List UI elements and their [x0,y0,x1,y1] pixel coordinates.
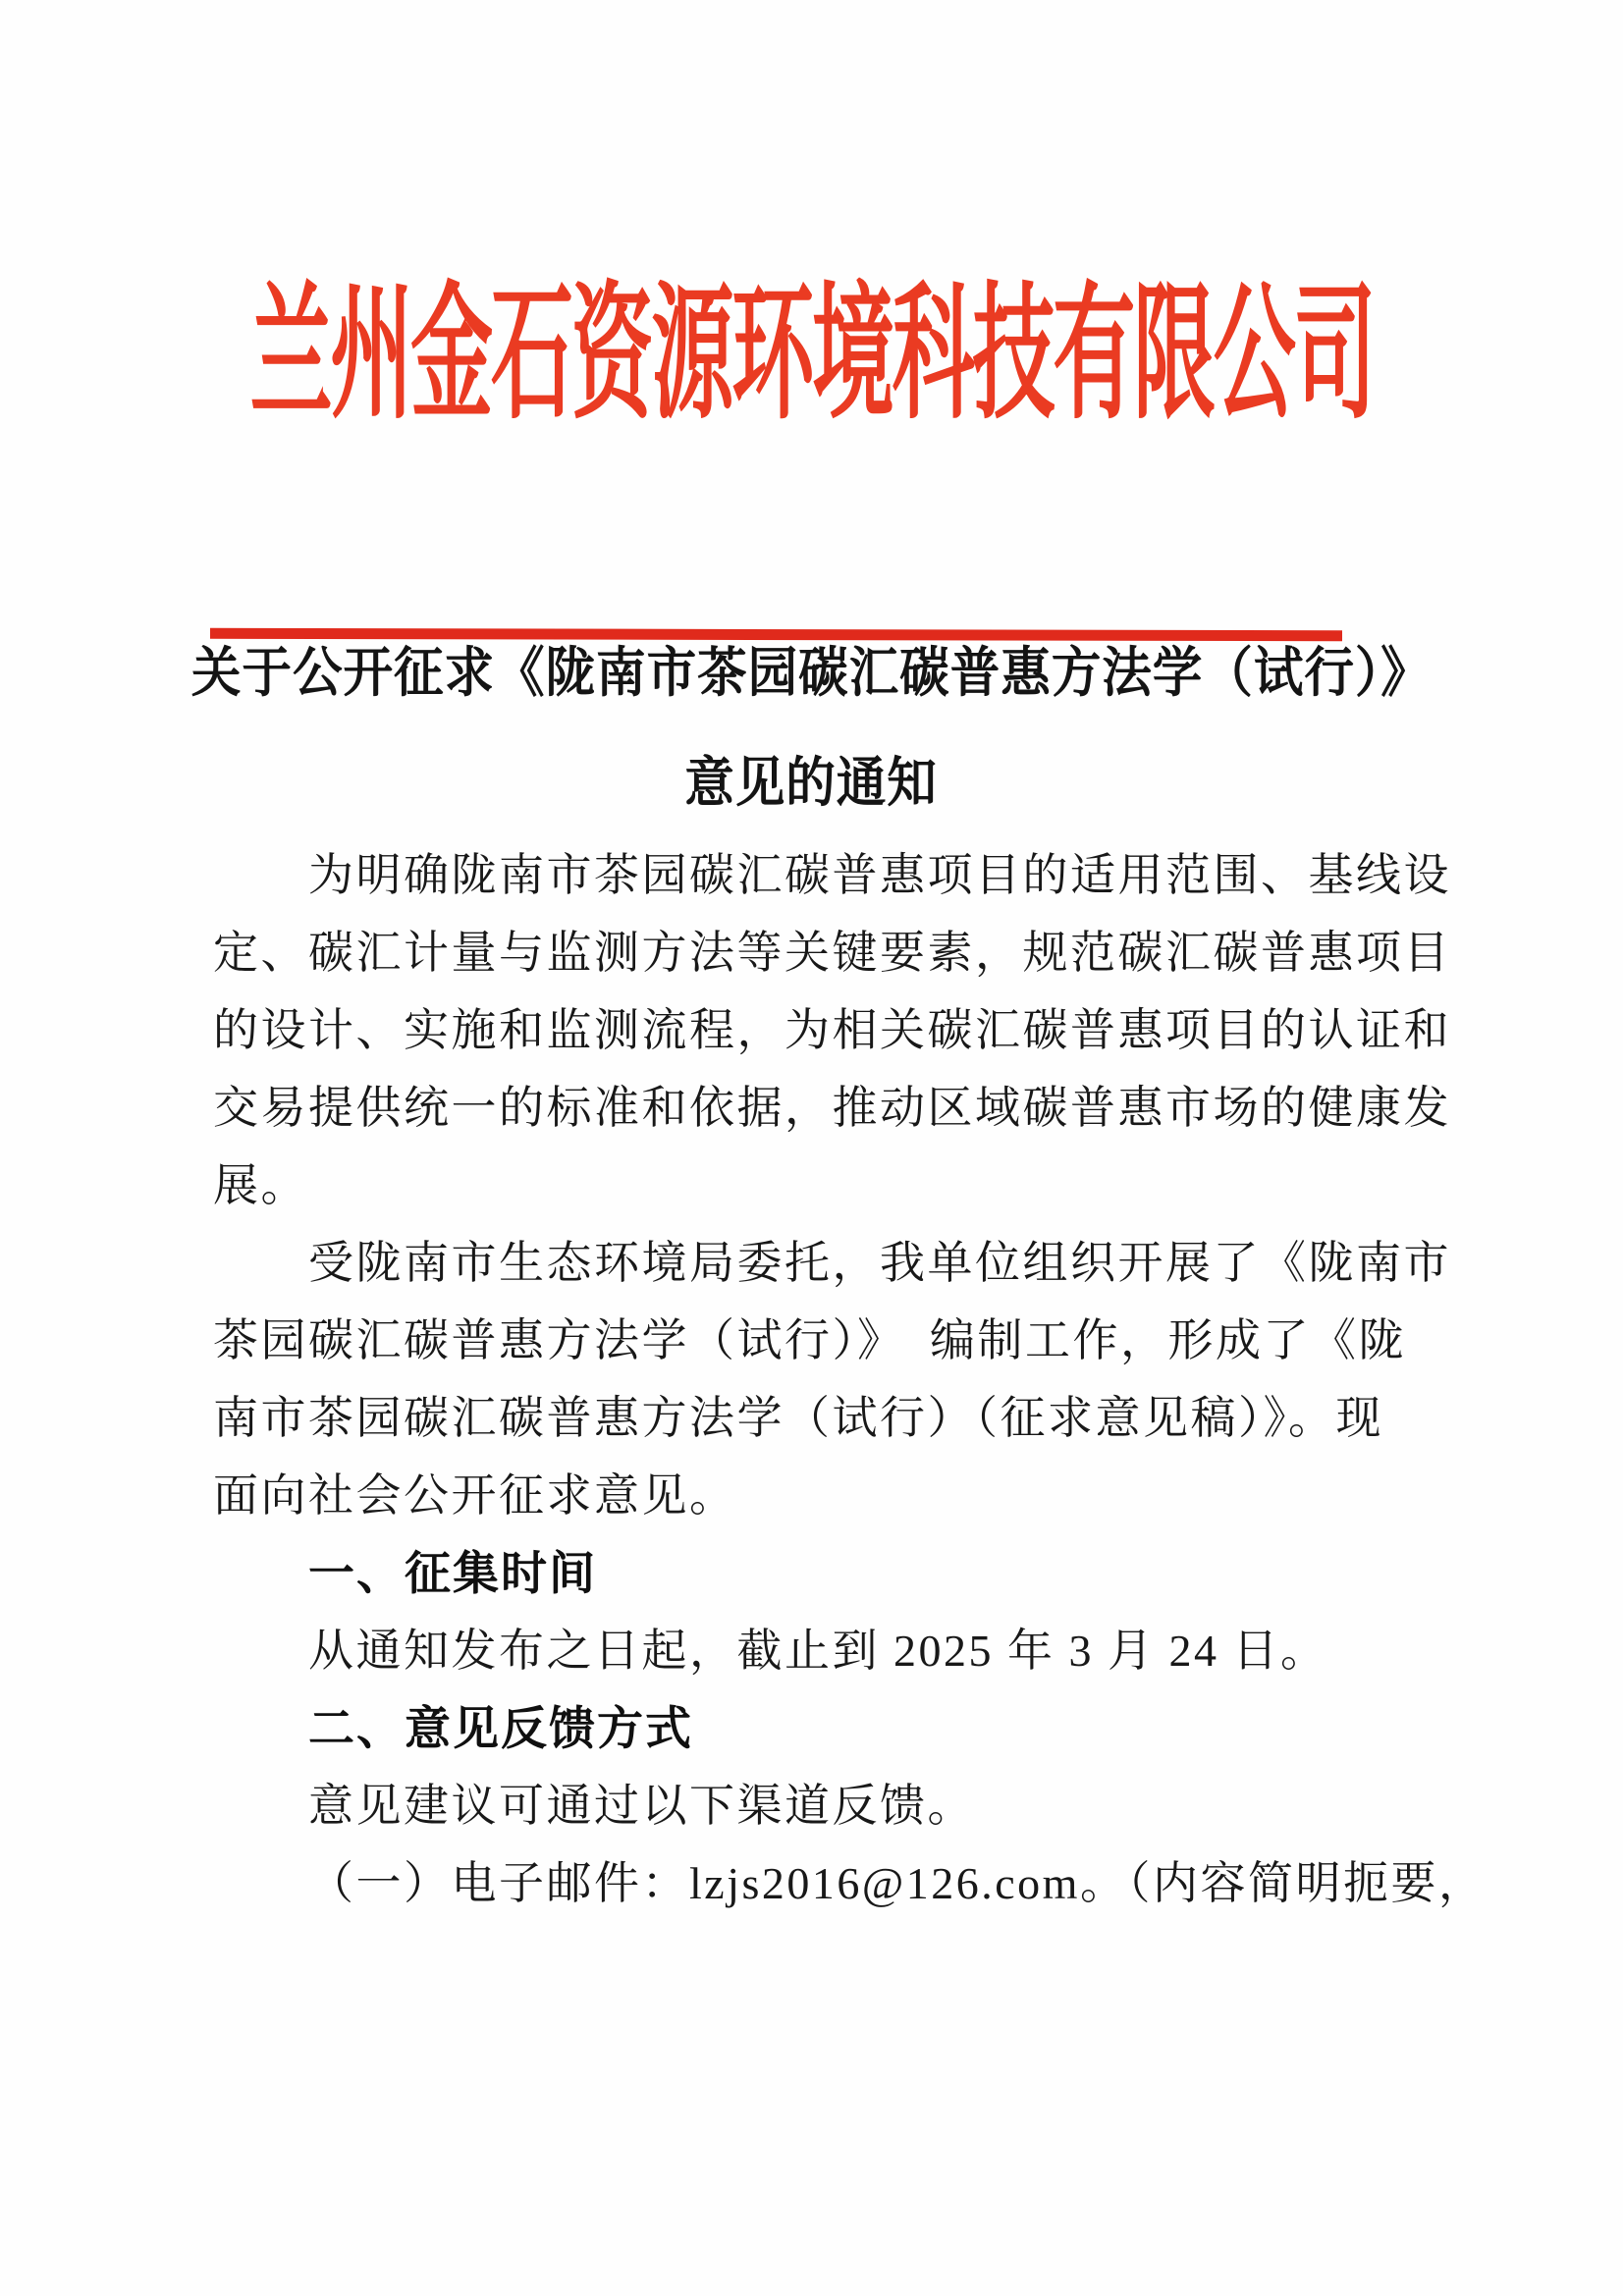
body-line: 茶园碳汇碳普惠方法学（试行）》 编制工作，形成了《陇 [213,1315,1406,1365]
letterhead [0,275,1623,437]
body-line: 为明确陇南市茶园碳汇碳普惠项目的适用范围、基线设 [308,850,1451,900]
section-heading-feedback-method: 二、意见反馈方式 [308,1702,693,1754]
body-line: 的设计、实施和监测流程，为相关碳汇碳普惠项目的认证和 [213,1005,1451,1055]
body-line: 定、碳汇计量与监测方法等关键要素，规范碳汇碳普惠项目 [213,928,1451,978]
notice-title-line-2: 意见的通知 [684,753,939,813]
letterhead-company-name: 兰州金石资源环境科技有限公司 [249,274,1374,437]
body-line: 展。 [213,1160,308,1210]
body-line-email: （一）电子邮件：lzjs2016@126.com。（内容简明扼要， [308,1858,1487,1908]
letterhead-divider-rule [210,628,1342,641]
notice-body [213,836,1487,1922]
notice-title-line-1: 关于公开征求《陇南市茶园碳汇碳普惠方法学（试行）》 [191,643,1432,703]
body-line: 面向社会公开征求意见。 [213,1470,737,1521]
body-line: 受陇南市生态环境局委托，我单位组织开展了《陇南市 [308,1238,1451,1288]
body-line: 南市茶园碳汇碳普惠方法学（试行）（征求意见稿）》。现 [213,1393,1383,1443]
body-line: 从通知发布之日起，截止到 2025 年 3 月 24 日。 [308,1626,1328,1676]
body-line: 意见建议可通过以下渠道反馈。 [308,1781,975,1831]
body-line: 交易提供统一的标准和依据，推动区域碳普惠市场的健康发 [213,1083,1451,1133]
section-heading-collection-time: 一、征集时间 [308,1547,597,1599]
